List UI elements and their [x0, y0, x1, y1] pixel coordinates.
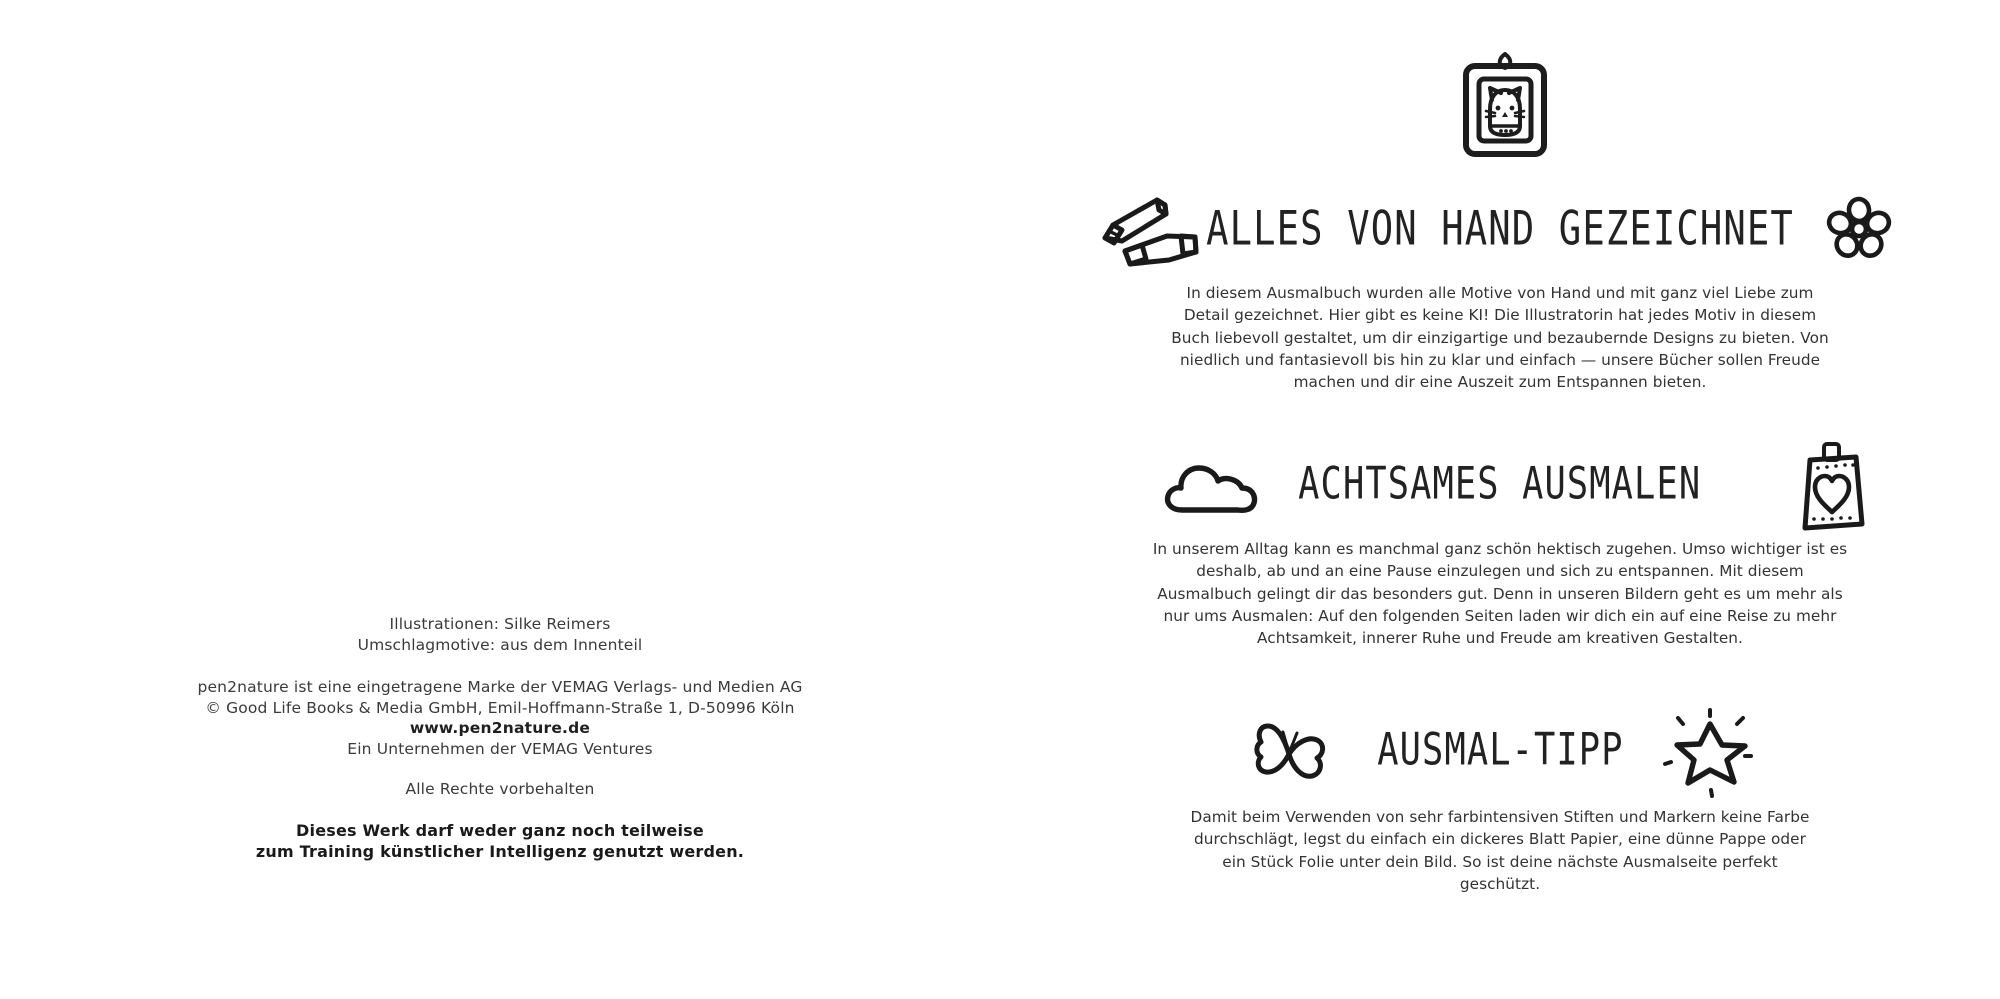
section-achtsames-ausmalen	[1000, 440, 2000, 649]
publisher-website[interactable]: www.pen2nature.de	[409, 719, 591, 737]
section-header	[1000, 440, 2000, 526]
spacer	[0, 655, 1000, 677]
ai-training-warning-line-1: Dieses Werk darf weder ganz noch teilweise	[296, 820, 704, 840]
section-title: ALLES VON HAND GEZEICHNET	[1206, 201, 1794, 257]
flower-icon	[1828, 198, 1890, 260]
credit-cover-motifs: Umschlagmotive: aus dem Innenteil	[357, 635, 643, 654]
section-body: In unserem Alltag kann es manchmal ganz schön hektisch zugehen. Umso wichtiger ist es deshalb, ab und an eine Pause einzulegen und sich zu entspannen. Mit diesem Ausmalbuch gelingt dir das besonders gut. Denn in unseren Bildern geht es um mehr als nur ums Ausmalen: Auf den folgenden Seiten laden wir dich ein auf eine Reise zu mehr Achtsamkeit, innerer Ruhe und Freude am kreativen Gestalten.	[1152, 540, 1848, 648]
ai-training-warning-line-2: zum Training künstlicher Intelligenz genutzt werden.	[255, 841, 745, 861]
cloud-icon	[1162, 458, 1258, 520]
credit-illustrations: Illustrationen: Silke Reimers	[389, 615, 611, 633]
section-body: Damit beim Verwenden von sehr farbintensiven Stiften und Markern keine Farbe durchschlägt, legst du einfach ein dickeres Blatt Papier, eine dünne Pappe oder ein Stück Folie unter dein Bild. So ist deine nächste Ausmalseite perfekt geschützt.	[1190, 808, 1810, 893]
imprint-block	[0, 614, 1000, 862]
section-title: AUSMAL-TIPP	[1376, 723, 1624, 775]
sparkle-star-icon	[1665, 710, 1755, 796]
framed-cat-picture-icon	[1445, 38, 1565, 158]
publisher-trademark-line: pen2nature ist eine eingetragene Marke der VEMAG Verlags- und Medien AG	[197, 678, 803, 696]
spacer	[0, 800, 1000, 820]
heart-tag-icon	[1794, 440, 1870, 540]
crayons-icon	[1095, 192, 1205, 272]
spacer	[0, 759, 1000, 779]
right-page-info	[1000, 0, 2000, 999]
section-header	[1000, 706, 2000, 792]
section-body: In diesem Ausmalbuch wurden alle Motive von Hand und mit ganz viel Liebe zum Detail gezeichnet. Hier gibt es keine KI! Die Illustratorin hat jedes Motiv in diesem Buch liebevoll gestaltet, um dir einzigartige und bezaubernde Designs zu bieten. Von niedlich und fantasievoll bis hin zu klar und einfach — unsere Bücher sollen Freude machen und dir eine Auszeit zum Entspannen bieten.	[1171, 284, 1829, 392]
butterfly-icon	[1248, 716, 1334, 792]
publisher-company-line: Ein Unternehmen der VEMAG Ventures	[347, 739, 653, 758]
section-ausmal-tipp	[1000, 706, 2000, 895]
rights-reserved: Alle Rechte vorbehalten	[405, 780, 595, 798]
section-alles-von-hand-gezeichnet	[1000, 186, 2000, 393]
section-header	[1000, 186, 2000, 272]
section-title: ACHTSAMES AUSMALEN	[1298, 457, 1702, 509]
publisher-address-line: © Good Life Books & Media GmbH, Emil-Hoffmann-Straße 1, D-50996 Köln	[205, 698, 795, 717]
